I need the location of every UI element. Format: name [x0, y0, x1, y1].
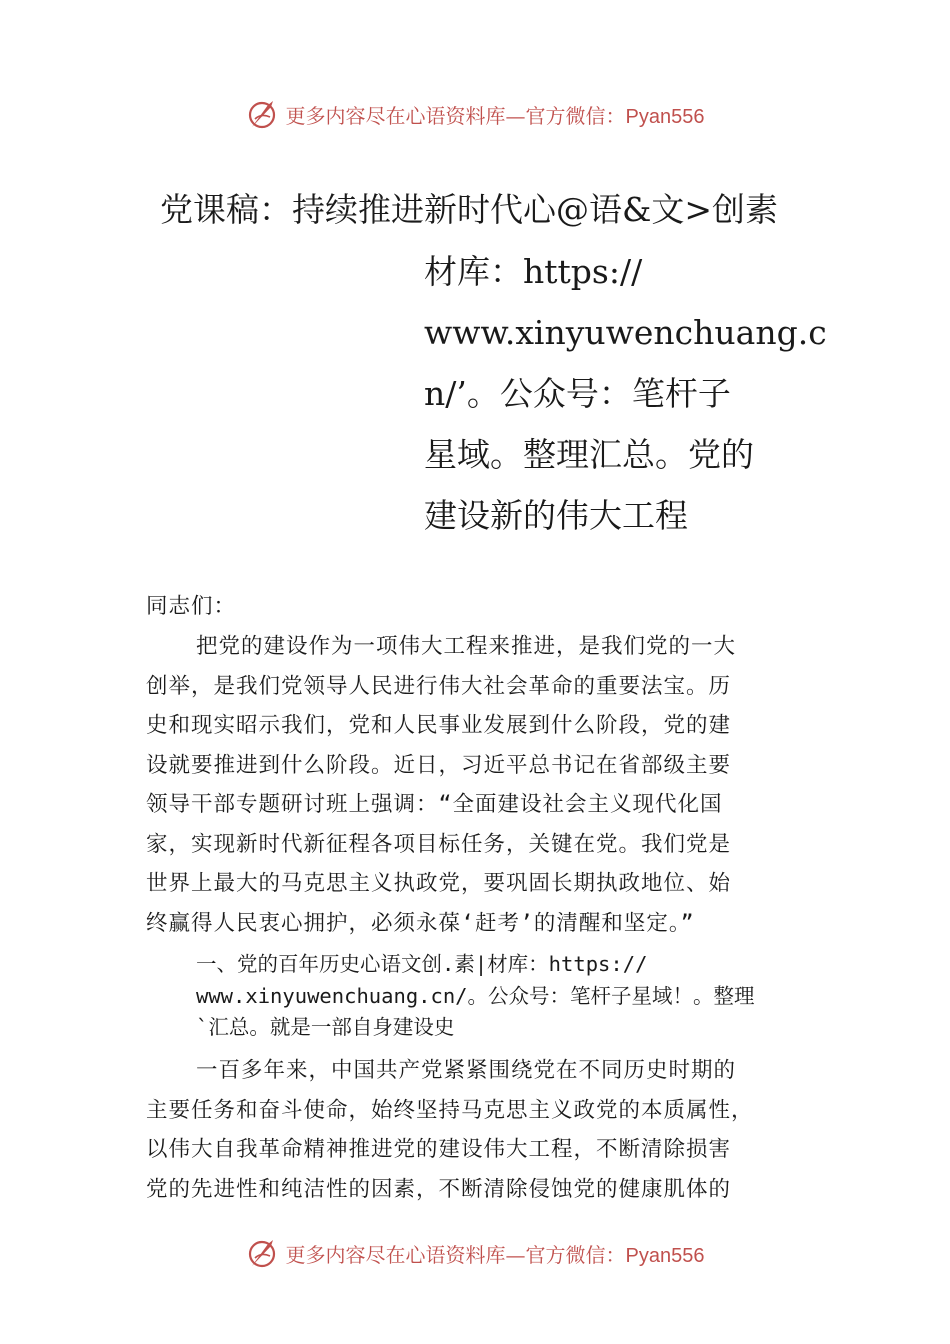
para1-line-4: 设就要推进到什么阶段。近日，习近平总书记在省部级主要	[146, 753, 732, 778]
banner-text-cn: 更多内容尽在心语资料库—官方微信：	[285, 103, 626, 128]
pen-logo-icon	[246, 97, 280, 131]
section-heading-line-1: 一、党的百年历史心语文创.素|材库：https://	[196, 952, 648, 976]
title-line-6: 建设新的伟大工程	[424, 496, 688, 535]
pen-logo-icon	[246, 1236, 280, 1270]
salutation: 同志们：	[146, 594, 237, 619]
header-banner	[0, 94, 950, 134]
section-heading-line-2: www.xinyuwenchuang.cn/。公众号：笔杆子星域！。整理	[196, 984, 755, 1008]
para1-line-1: 把党的建设作为一项伟大工程来推进，是我们党的一大	[196, 634, 737, 659]
para1-line-2: 创举，是我们党领导人民进行伟大社会革命的重要法宝。历	[146, 674, 732, 699]
para2-line-4: 党的先进性和纯洁性的因素，不断清除侵蚀党的健康肌体的	[146, 1177, 732, 1202]
footer-banner	[0, 1233, 950, 1273]
para2-line-3: 以伟大自我革命精神推进党的建设伟大工程，不断清除损害	[146, 1137, 732, 1162]
banner-text	[286, 1239, 705, 1268]
para1-line-8: 终赢得人民衷心拥护，必须永葆‘赶考’的清醒和坚定。”	[146, 911, 695, 936]
para1-line-5: 领导干部专题研讨班上强调：“全面建设社会主义现代化国	[146, 792, 723, 817]
title-line-5: 星域。整理汇总。党的	[424, 435, 754, 474]
banner-text-cn: 更多内容尽在心语资料库—官方微信：	[285, 1242, 626, 1267]
para1-line-6: 家，实现新时代新征程各项目标任务，关键在党。我们党是	[146, 832, 732, 857]
title-line-4: n/’。公众号：笔杆子	[424, 374, 731, 413]
title-line-3: www.xinyuwenchuang.c	[424, 313, 827, 352]
banner-text	[286, 100, 705, 129]
para1-line-3: 史和现实昭示我们，党和人民事业发展到什么阶段，党的建	[146, 713, 732, 738]
para2-line-2: 主要任务和奋斗使命，始终坚持马克思主义政党的本质属性，	[146, 1098, 754, 1123]
title-line-1: 党课稿：持续推进新时代心@语&文>创素	[160, 190, 779, 229]
para1-line-7: 世界上最大的马克思主义执政党，要巩固长期执政地位、始	[146, 871, 732, 896]
title-line-2: 材库：https://	[424, 252, 643, 291]
section-heading-line-3: `汇总。就是一部自身建设史	[196, 1015, 455, 1039]
banner-wechat-id: Pyan556	[625, 1244, 705, 1267]
para2-line-1: 一百多年来，中国共产党紧紧围绕党在不同历史时期的	[196, 1058, 737, 1083]
banner-wechat-id: Pyan556	[625, 105, 705, 128]
